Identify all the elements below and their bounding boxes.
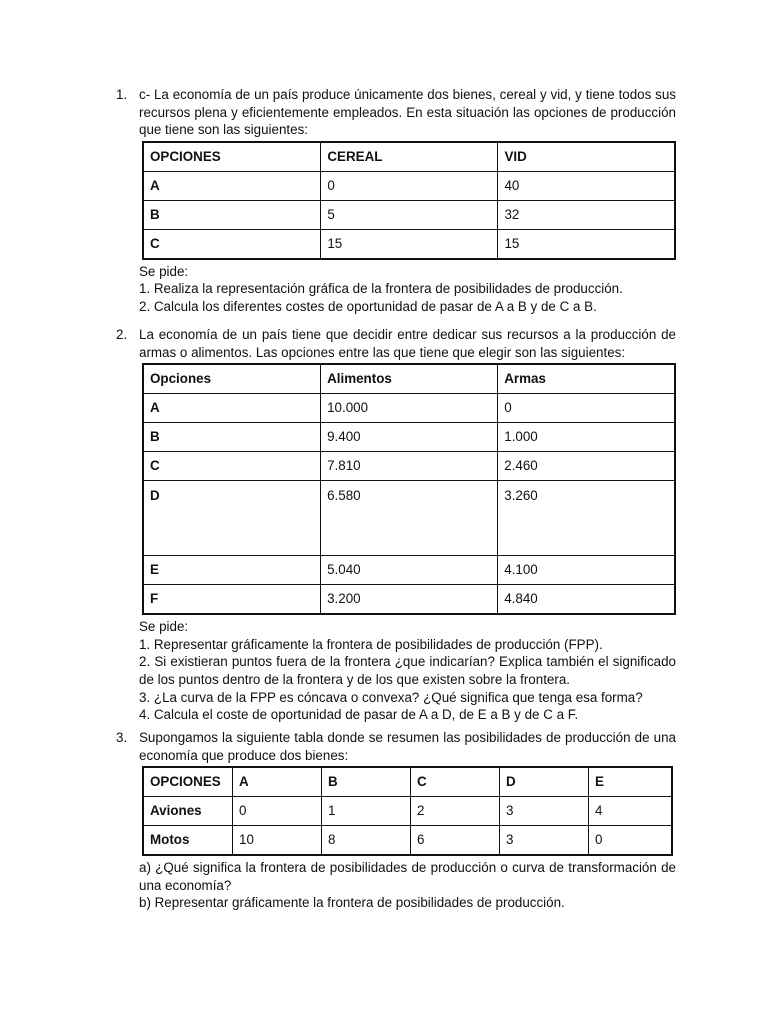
- table-cell: 6: [411, 826, 500, 856]
- table-header: OPCIONES: [143, 142, 321, 172]
- exercise-number: 1.: [116, 87, 128, 102]
- table-row: [143, 423, 675, 452]
- table-header: Armas: [498, 364, 675, 394]
- question-1: 1. Realiza la representación gráfica de la frontera de posibilidades de producción.: [139, 281, 623, 297]
- table-header: C: [411, 767, 500, 797]
- table-cell: 7.810: [321, 452, 498, 481]
- table-row: [143, 585, 675, 615]
- table-header: A: [233, 767, 322, 797]
- table-cell: F: [143, 585, 321, 615]
- table-cell: 15: [498, 229, 675, 259]
- table-cell: 5: [321, 200, 498, 229]
- table-cell: Aviones: [143, 797, 233, 826]
- table-cell: 2: [411, 797, 500, 826]
- table-cell: 4.100: [498, 556, 675, 585]
- table-cell: 1.000: [498, 423, 675, 452]
- table-row: [143, 200, 675, 229]
- exercise-number: 3.: [116, 730, 128, 745]
- table-row: [143, 826, 672, 856]
- se-pide-label: Se pide:: [139, 619, 189, 635]
- table-cell: 6.580: [321, 481, 498, 556]
- table-row: [143, 394, 675, 423]
- table-cell: B: [143, 200, 321, 229]
- table-cell: 1: [322, 797, 411, 826]
- table-cell: 5.040: [321, 556, 498, 585]
- table-cell: A: [143, 394, 321, 423]
- table-header: OPCIONES: [143, 767, 233, 797]
- table-header: VID: [498, 142, 675, 172]
- table-cell: C: [143, 452, 321, 481]
- exercise-2: [116, 326, 676, 724]
- table-header-row: [143, 142, 675, 172]
- se-pide-label: Se pide:: [139, 263, 189, 279]
- table-cell: 8: [322, 826, 411, 856]
- table-row: [143, 797, 672, 826]
- table-header: E: [589, 767, 673, 797]
- table-cell: 3.260: [498, 481, 675, 556]
- table-header: D: [500, 767, 589, 797]
- table-header: B: [322, 767, 411, 797]
- data-table: [142, 141, 676, 260]
- table-header-row: [143, 767, 672, 797]
- data-table: [142, 363, 676, 615]
- table-cell: 15: [321, 229, 498, 259]
- table-cell: 3: [500, 797, 589, 826]
- table-header: CEREAL: [321, 142, 498, 172]
- exercise-number: 2.: [116, 327, 128, 342]
- table-row: [143, 556, 675, 585]
- table-cell: 32: [498, 200, 675, 229]
- table-cell: 0: [321, 171, 498, 200]
- table-cell: 3.200: [321, 585, 498, 615]
- table-cell: 4.840: [498, 585, 675, 615]
- table-row: [143, 481, 675, 556]
- table-cell: Motos: [143, 826, 233, 856]
- question-2: 2. Si existieran puntos fuera de la frontera ¿que indicarían? Explica también el significado de los puntos dentro de la frontera y de los que existen sobre la frontera.: [139, 654, 676, 687]
- table-cell: C: [143, 229, 321, 259]
- table-cell: 3: [500, 826, 589, 856]
- question-2: 2. Calcula los diferentes costes de oportunidad de pasar de A a B y de C a B.: [139, 298, 597, 314]
- exercise-intro: c- La economía de un país produce únicamente dos bienes, cereal y vid, y tiene todos sus recursos plena y eficientemente empleados. En esta situación las opciones de producción que tiene son las siguientes:: [139, 87, 676, 138]
- table-row: [143, 229, 675, 259]
- table-cell: 0: [589, 826, 673, 856]
- question-1: 1. Representar gráficamente la frontera de posibilidades de producción (FPP).: [139, 636, 603, 652]
- table-cell: 0: [233, 797, 322, 826]
- exercise-intro: Supongamos la siguiente tabla donde se resumen las posibilidades de producción de una economía que produce dos bienes:: [139, 730, 676, 763]
- table-cell: E: [143, 556, 321, 585]
- table-cell: D: [143, 481, 321, 556]
- table-cell: 0: [498, 394, 675, 423]
- table-cell: 10.000: [321, 394, 498, 423]
- table-header-row: [143, 364, 675, 394]
- table-header: Opciones: [143, 364, 321, 394]
- table-row: [143, 452, 675, 481]
- table-cell: A: [143, 171, 321, 200]
- question-4: 4. Calcula el coste de oportunidad de pasar de A a D, de E a B y de C a F.: [139, 707, 579, 723]
- table-cell: 4: [589, 797, 673, 826]
- table-cell: 9.400: [321, 423, 498, 452]
- table-cell: 2.460: [498, 452, 675, 481]
- exercise-intro: La economía de un país tiene que decidir entre dedicar sus recursos a la producción de armas o alimentos. Las opciones entre las que tiene que elegir son las siguientes:: [139, 327, 676, 360]
- question-a: a) ¿Qué significa la frontera de posibilidades de producción o curva de transformación de una economía?: [139, 860, 676, 893]
- exercise-1: [116, 86, 676, 316]
- question-3: 3. ¿La curva de la FPP es cóncava o convexa? ¿Qué significa que tenga esa forma?: [139, 689, 643, 705]
- data-table: [142, 766, 673, 856]
- exercise-3: [116, 729, 676, 912]
- table-cell: 40: [498, 171, 675, 200]
- table-cell: B: [143, 423, 321, 452]
- table-header: Alimentos: [321, 364, 498, 394]
- table-cell: 10: [233, 826, 322, 856]
- table-row: [143, 171, 675, 200]
- question-b: b) Representar gráficamente la frontera de posibilidades de producción.: [139, 895, 565, 911]
